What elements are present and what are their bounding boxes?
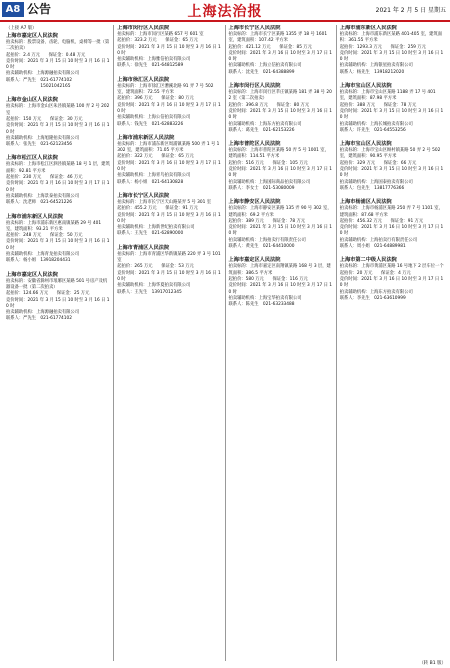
notice-line: 竞价时间：2021 年 3 月 16 日 10 时至 3 月 17 日 10 时 — [228, 50, 332, 63]
notice-line: 拍卖辅助机构：上海源融拍卖有限公司 — [6, 310, 80, 316]
court-name: 上海市浦东新区人民法院 — [6, 213, 64, 220]
notice-line: 拍卖辅助机构：上海立信拍卖有限公司 — [228, 63, 302, 69]
court-name: 上海市闵行区人民法院 — [117, 25, 170, 31]
notice-line: 竞价时间：2021 年 3 月 15 日 10 时至 3 月 16 日 10 时 — [117, 44, 221, 56]
notice-line: 起拍价：329 万元 保证金：66 万元 — [339, 160, 417, 166]
notice-line: 拍卖标的：上海市浦东新区某路 401-405 室，建筑面积：361.55 平方米 — [339, 32, 443, 44]
auction-notice — [117, 135, 221, 186]
notice-line: 联系人：钱先生 021-62883226 — [117, 121, 184, 127]
notice-line: 起拍价：2.4 万元 保证金：0.48 万元 — [6, 52, 86, 58]
auction-notice — [229, 257, 333, 308]
header-rule — [0, 20, 450, 22]
notice-line: 起拍价：124.66 万元 保证金：25 万元 — [6, 291, 90, 297]
auction-notice — [117, 245, 221, 296]
court-name: 上海市浦东新区人民法院 — [339, 25, 397, 31]
notice-column-4 — [337, 25, 447, 661]
court-name: 上海市嘉定区人民法院 — [6, 33, 58, 39]
notice-line: 联系人：严先生 021-61774102 — [6, 77, 72, 83]
notice-line: 拍卖标的：股票设备、齿轮、电脑机、桌椅等一批（第二次拍卖） — [6, 40, 110, 52]
notice-line: 起拍价：230 万元 保证金：46 万元 — [6, 175, 83, 181]
notice-line: 拍卖辅助机构：上海拍卖行有限责任公司 — [339, 237, 418, 243]
notice-line: 拍卖标的：上海市金山区朱泾镇某路 100 弄 2 号 202 室 — [6, 104, 110, 116]
notice-line: 联系人：许先生 021-64553256 — [339, 127, 406, 133]
notice-line: 起拍价：456.32 万元 保证金：91 万元 — [339, 218, 424, 224]
court-name: 上海市长宁区人民法院 — [117, 192, 170, 199]
auction-notice — [6, 155, 110, 206]
notice-line: 拍卖辅助机构：上海景泰拍卖有限公司 — [6, 193, 80, 199]
notice-line: 联系人：李先生 021-63610999 — [339, 295, 406, 301]
notice-line: 竞价时间：2021 年 3 月 15 日 10 时至 3 月 16 日 10 时 — [228, 108, 332, 121]
continuation-note: （转 B1 版） — [419, 661, 446, 666]
notice-line: 起拍价：1293.3 万元 保证金：259 万元 — [339, 44, 426, 50]
court-name: 上海市松江区人民法院 — [6, 155, 58, 162]
notice-line: 拍卖辅助机构：上海拍卖行有限责任公司 — [228, 237, 306, 243]
notice-line: 竞价时间：2021 年 3 月 16 日 10 时至 3 月 17 日 10 时 — [228, 283, 332, 295]
notice-line: 拍卖标的：上海市松江区泗泾镇某路 18 号 1 层，建筑面积：92.81 平方米 — [6, 162, 110, 174]
notice-line: 竞价时间：2021 年 3 月 15 日 10 时至 3 月 16 日 10 时 — [6, 58, 110, 71]
notice-line: 拍卖标的：上海市青浦区华新镇某路 220 弄 3 号 101 室 — [117, 251, 221, 264]
notice-line: 拍卖辅助机构：上海雅信拍卖有限公司 — [117, 57, 191, 63]
notice-line: 起拍价：323.2 万元 保证金：65 万元 — [117, 38, 198, 44]
notice-line: 拍卖辅助机构：上海青龙拍卖有限公司 — [6, 252, 80, 258]
notice-line: 拍卖辅助机构：上海公信拍卖有限公司 — [117, 115, 191, 121]
notice-column-1 — [3, 25, 114, 661]
notice-line: 拍卖标的：上海市嘉定区南翔镇某路 168 号 3 层，建筑面积：386.5 平方米 — [228, 264, 331, 276]
court-name: 上海市浦东新区人民法院 — [117, 134, 175, 141]
auction-notice — [340, 83, 444, 134]
notice-line: 竞价时间：2021 年 3 月 16 日 10 时至 3 月 17 日 10 时 — [339, 225, 444, 237]
notice-line: 拍卖标的：上海市闵行区莘庄镇某路 181 弄 38 号 202 室（第二次拍卖） — [228, 90, 332, 102]
auction-notice — [6, 272, 110, 323]
notice-line: 拍卖标的：安徽省滁州市琅琊区某路 501 号房产及机器设备一批（第二次拍卖） — [6, 278, 108, 290]
newspaper-masthead: 上海法治报 — [187, 4, 263, 20]
notice-line: 拍卖辅助机构：上海青鸟拍卖有限公司 — [117, 173, 191, 179]
notice-line: 拍卖标的：上海市宝山区某路 1188 弄 17 号 401 室，建筑面积：87.98 平方米 — [339, 90, 436, 102]
notice-line: 竞价时间：2021 年 3 月 15 日 10 时至 3 月 16 日 10 时 — [228, 225, 332, 237]
dateline: 2021 年 2 月 5 日 星期五 — [375, 7, 446, 14]
notice-line: 竞价时间：2021 年 3 月 16 日 10 时至 3 月 17 日 10 时 — [117, 102, 221, 114]
auction-notice — [229, 25, 333, 76]
notice-line: 起拍价：322 万元 保证金：65 万元 — [117, 154, 194, 160]
notice-line: 起拍价：388 万元 保证金：78 万元 — [339, 102, 417, 108]
notice-line: 拍卖标的：上海市长宁区某路 1355 弄 18 号 1601 室，建筑面积：107.42 平方米 — [228, 32, 328, 44]
notice-line: 拍卖辅助机构：上海国泰拍卖有限公司 — [339, 179, 413, 185]
notice-line: 拍卖辅助机构：上海长城拍卖有限公司 — [339, 121, 413, 127]
notice-line: 竞价时间：2021 年 3 月 15 日 10 时至 3 月 16 日 10 时 — [6, 239, 110, 251]
notice-line: 竞价时间：2021 年 3 月 15 日 10 时至 3 月 16 日 10 时 — [117, 270, 221, 282]
notice-line: 起拍价：20 万元 保证金：4 万元 — [339, 270, 411, 276]
notice-line: 拍卖标的：上海市杨浦区某路 250 弄 7 号 1101 室，建筑面积：87.68 平方米 — [339, 206, 443, 218]
notice-line: 联系人：周小姐 021-64889981 — [339, 244, 406, 250]
notice-line: 联系人：王先生 13917012345 — [117, 289, 182, 295]
notice-line: 竞价时间：2021 年 3 月 16 日 10 时至 3 月 17 日 10 时 — [228, 167, 332, 179]
notice-line: 联系人：李女士 021-53080009 — [228, 185, 295, 191]
court-name: 上海市青浦区人民法院 — [117, 244, 170, 251]
notice-line: 竞价时间：2021 年 3 月 15 日 10 时至 3 月 16 日 10 时 — [6, 123, 110, 135]
notice-line: 拍卖标的：上海市浦东新区周浦镇某路 500 弄 1 号 1302 室，建筑面积：71.05 平方米 — [117, 141, 220, 154]
court-name: 上海市宝山区人民法院 — [339, 141, 392, 148]
notice-line: 拍卖标的：上海市静安区某路 135 弄 90 号 302 室，建筑面积：69.2 平方米 — [228, 206, 332, 218]
notice-line: 联系人：黄先生 021-64410000 — [228, 244, 295, 250]
notice-line: 联系人：张先生 021-62123456 — [6, 142, 72, 148]
court-name: 上海市嘉定区人民法院 — [228, 257, 281, 264]
auction-notice — [229, 141, 333, 192]
notice-line: 竞价时间：2021 年 3 月 16 日 10 时至 3 月 17 日 10 时 — [339, 276, 444, 289]
court-name: 上海市普陀区人民法院 — [228, 141, 281, 148]
notice-line: 竞价时间：2021 年 3 月 15 日 10 时至 3 月 16 日 10 时 — [339, 167, 444, 179]
auction-notice — [117, 77, 221, 128]
notice-line: 拍卖标的：上海市浦东新区惠南镇某路 29 号 401 室，建筑面积：93.21 平方米 — [6, 220, 102, 232]
notice-line: 联系人：杨先生 13918212020 — [339, 69, 405, 75]
notice-line: 联系人：杨小姐 13918204431 — [6, 258, 71, 264]
notice-line: 联系人：沈老师 021-64521226 — [6, 200, 72, 206]
notice-line: 拍卖辅助机构：上海新世纪拍卖有限公司 — [117, 225, 195, 231]
continued-from-tag: （上接 A7 版） — [6, 26, 37, 31]
notice-columns — [3, 25, 447, 661]
court-name: 上海市静安区人民法院 — [228, 199, 281, 206]
notice-line: 联系人：沈先生 021-64388899 — [228, 69, 295, 75]
notice-column-3 — [226, 25, 337, 661]
court-name: 上海市嘉定区人民法院 — [6, 271, 58, 278]
court-name: 上海市金山区人民法院 — [6, 97, 58, 104]
notice-line: 拍卖辅助机构：上海东方拍卖有限公司 — [339, 289, 413, 295]
notice-line: 拍卖辅助机构：上海宝华拍卖有限公司 — [228, 295, 302, 301]
court-name: 上海市闵行区人民法院 — [228, 83, 281, 90]
auction-notice — [6, 97, 110, 148]
notice-line: 拍卖标的：上海市普陀区某路 50 弄 5 号 1001 室，建筑面积：114.51 平方米 — [228, 148, 329, 160]
notice-line: 联系人：杨小姐 021-64130828 — [117, 179, 184, 185]
notice-line: 拍卖辅助机构：上海东方拍卖有限公司 — [228, 121, 302, 127]
notice-column-2 — [114, 25, 225, 661]
notice-line: 竞价时间：2021 年 3 月 15 日 10 时至 3 月 16 日 10 时 — [6, 297, 110, 309]
court-name: 上海市长宁区人民法院 — [228, 25, 281, 31]
notice-line: 拍卖标的：上海市徐汇区漕溪北路 91 弄 7 号 502 室，建筑面积：72.55 平方米 — [117, 83, 214, 96]
court-name: 上海市杨浦区人民法院 — [339, 199, 392, 206]
auction-notice — [117, 193, 221, 238]
notice-line: 拍卖标的：上海市宝山区顾村镇某路 50 弄 2 号 502 室，建筑面积：90.95 平方米 — [339, 148, 441, 160]
page-header — [0, 0, 450, 20]
notice-line: 拍卖标的：上海市长宁区天山路某弄 5 号 301 室 — [117, 199, 211, 205]
notice-line: 起拍价：580 万元 保证金：116 万元 — [228, 276, 308, 282]
auction-notice — [340, 25, 444, 76]
auction-notice — [6, 214, 110, 265]
auction-notice — [340, 257, 444, 302]
notice-line: 起拍价：150 万元 保证金：30 万元 — [6, 116, 83, 122]
notice-line: 起拍价：396 万元 保证金：80 万元 — [117, 96, 194, 102]
auction-notice — [229, 199, 333, 250]
notice-line: 竞价时间：2021 年 3 月 16 日 10 时至 3 月 17 日 10 时 — [117, 160, 221, 173]
notice-line: 拍卖辅助机构：上海华夏拍卖有限公司 — [117, 283, 191, 289]
court-name: 上海市宝山区人民法院 — [339, 83, 392, 90]
notice-line: 起拍价：396.8 万元 保证金：80 万元 — [228, 102, 310, 108]
notice-line: 联系人：王先生 021-62890000 — [117, 231, 184, 237]
auction-notice — [6, 33, 110, 90]
auction-notice — [340, 199, 444, 250]
notice-line: 拍卖辅助机构：上海源融拍卖有限公司 — [6, 71, 80, 77]
notice-line: 竞价时间：2021 年 3 月 15 日 10 时至 3 月 16 日 10 时 — [339, 50, 444, 63]
notice-line: 联系人：包先生 13817776366 — [339, 185, 405, 191]
court-name: 上海市第二中级人民法院 — [339, 257, 397, 264]
notice-line: 起拍价：421.12 万元 保证金：85 万元 — [228, 44, 312, 50]
notice-line: 拍卖辅助机构：上海旭隆拍卖有限公司 — [6, 135, 80, 141]
section-title: 公告 — [27, 2, 52, 16]
notice-line: 联系人：葛先生 021-62153226 — [228, 127, 295, 133]
page-number-badge: A8 — [2, 2, 24, 17]
notice-line: 拍卖辅助机构：上海国际商品拍卖有限公司 — [228, 179, 311, 185]
notice-line: 竞价时间：2021 年 3 月 16 日 10 时至 3 月 17 日 10 时 — [6, 181, 110, 193]
notice-line: 起拍价：389 万元 保证金：78 万元 — [228, 218, 306, 224]
notice-line: 联系人：陈先生 021-63233488 — [228, 302, 295, 308]
court-name: 上海市徐汇区人民法院 — [117, 76, 170, 83]
notice-line: 15021042165 — [6, 84, 71, 90]
notice-line: 起拍价：455.2 万元 保证金：91 万元 — [117, 206, 198, 212]
auction-notice — [117, 25, 221, 70]
notice-line: 竞价时间：2021 年 3 月 15 日 10 时至 3 月 16 日 10 时 — [339, 108, 444, 121]
auction-notice — [229, 83, 333, 134]
notice-line: 拍卖辅助机构：上海银星拍卖有限公司 — [339, 63, 413, 69]
notice-line: 联系人：严先生 021-61774102 — [6, 316, 72, 322]
notice-line: 联系人：徐先生 021-64812589 — [117, 63, 184, 69]
auction-notice — [340, 141, 444, 192]
notice-line: 起拍价：248 万元 保证金：50 万元 — [6, 233, 83, 239]
notice-line: 拍卖标的：上海市闵行区某路 657 号 601 室 — [117, 32, 204, 37]
notice-line: 起拍价：265 万元 保证金：53 万元 — [117, 264, 194, 270]
notice-line: 竞价时间：2021 年 3 月 15 日 10 时至 3 月 16 日 10 时 — [117, 212, 221, 224]
notice-line: 拍卖标的：上海市黄浦区某路 16 号地下 2 层车位一个 — [339, 264, 444, 270]
notice-line: 起拍价：516 万元 保证金：105 万元 — [228, 160, 308, 166]
